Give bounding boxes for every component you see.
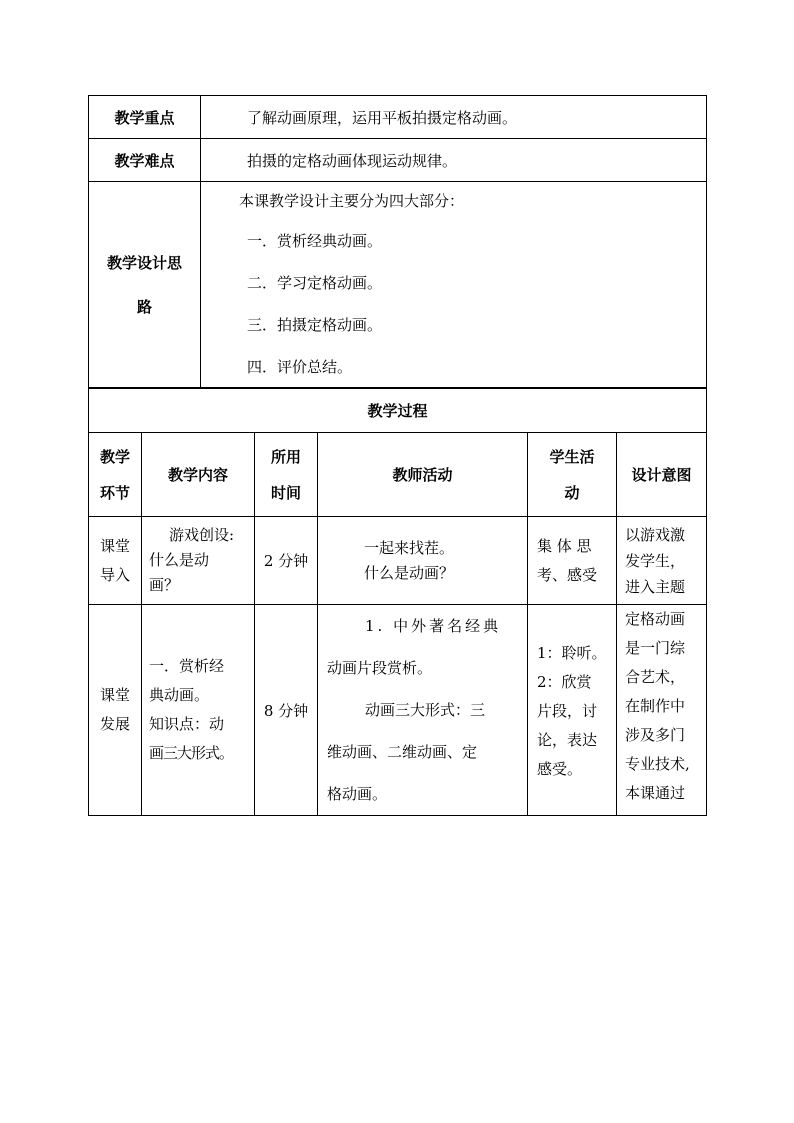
row-stage (89, 517, 142, 605)
row-stage-line: 导入 (99, 565, 130, 584)
row-intent-line: 涉及多门 (625, 726, 686, 744)
row-intent-line: 合艺术， (625, 668, 686, 686)
row-intent-line: 本课通过 (625, 784, 686, 802)
difficulty-label: 教学难点 (89, 139, 201, 182)
row-student-line: 集 体 思 (537, 536, 592, 555)
table-row (89, 517, 707, 605)
row-intent-line: 以游戏激 (625, 525, 686, 544)
design-item: 三．拍摄定格动画。 (247, 316, 383, 334)
header-row (89, 433, 707, 517)
row-content-line: 一．赏析经 (149, 657, 225, 675)
row-content (142, 605, 255, 816)
key-point-text: 了解动画原理，运用平板拍摄定格动画。 (201, 96, 707, 139)
design-label-line1: 教学设计思 (106, 254, 182, 272)
row-content-line: 知识点：动 (149, 715, 225, 733)
header-stage-line1: 教学 (99, 447, 130, 466)
row-intent-line: 定格动画 (625, 610, 686, 628)
difficulty-text: 拍摄的定格动画体现运动规律。 (201, 139, 707, 182)
header-intent: 设计意图 (617, 433, 707, 517)
header-time-line1: 所用 (270, 447, 301, 466)
design-item: 一．赏析经典动画。 (247, 232, 383, 250)
row-teacher (318, 605, 528, 816)
row-student (528, 605, 617, 816)
row-intent (617, 605, 707, 816)
process-title-row (89, 388, 707, 433)
header-student (528, 433, 617, 517)
row-student (528, 517, 617, 605)
header-stage-line2: 环节 (99, 483, 130, 502)
row-stage-line: 课堂 (99, 536, 130, 555)
row-teacher-line: 格动画。 (327, 785, 388, 803)
header-time (255, 433, 318, 517)
row-intent-line: 进入主题 (625, 577, 686, 596)
design-row (89, 182, 707, 389)
row-student-line: 论，表达 (537, 731, 598, 749)
header-student-line1: 学生活 (549, 447, 595, 466)
row-content-line: 典动画。 (149, 686, 210, 704)
row-teacher-line: 维动画、二维动画、定 (327, 743, 478, 761)
design-items (201, 182, 707, 389)
row-content-line: 游戏创设: (169, 526, 235, 544)
header-stage (89, 433, 142, 517)
header-content: 教学内容 (142, 433, 255, 517)
row-teacher-line: 动画片段赏析。 (327, 659, 433, 677)
table-row (89, 605, 707, 816)
row-intent-line: 专业技术, (625, 755, 690, 773)
row-intent-line: 是一门综 (625, 639, 686, 657)
row-stage (89, 605, 142, 816)
process-table (88, 387, 707, 816)
row-intent (617, 517, 707, 605)
row-student-line: 2：欣赏 (537, 673, 592, 691)
row-content-line: 什么是动 (149, 551, 210, 569)
row-stage-line: 发展 (99, 715, 130, 733)
row-intent-line: 在制作中 (625, 697, 686, 715)
header-time-line2: 时间 (270, 483, 301, 502)
difficulty-row (89, 139, 707, 182)
row-student-line: 感受。 (537, 760, 583, 778)
row-time: 2 分钟 (255, 517, 318, 605)
header-student-line2: 动 (564, 483, 580, 502)
design-label-line2: 路 (136, 298, 152, 316)
row-teacher-line: 动画三大形式：三 (365, 701, 486, 719)
row-student-line: 1：聆听。 (537, 644, 607, 662)
row-teacher-line: 一起来找茬。 (364, 538, 455, 557)
row-student-line: 片段，讨 (537, 702, 598, 720)
row-content (142, 517, 255, 605)
row-time: 8 分钟 (255, 605, 318, 816)
row-content-line: 画？ (149, 576, 180, 594)
design-item: 四．评价总结。 (247, 358, 353, 376)
header-teacher: 教师活动 (318, 433, 528, 517)
row-student-line: 考、感受 (537, 565, 598, 584)
process-title: 教学过程 (89, 388, 707, 433)
row-intent-line: 发学生， (625, 551, 686, 570)
key-point-label: 教学重点 (89, 96, 201, 139)
row-teacher (318, 517, 528, 605)
row-content-line: 画三大形式。 (149, 744, 234, 762)
design-label (89, 182, 201, 389)
row-teacher-line: 1. 中外著名经典 (365, 617, 502, 635)
key-point-row (89, 96, 707, 139)
overview-table (88, 95, 707, 389)
row-stage-line: 课堂 (99, 686, 130, 704)
design-item: 二．学习定格动画。 (247, 274, 383, 292)
design-item: 本课教学设计主要分为四大部分： (239, 192, 465, 210)
row-teacher-line: 什么是动画？ (364, 563, 455, 582)
